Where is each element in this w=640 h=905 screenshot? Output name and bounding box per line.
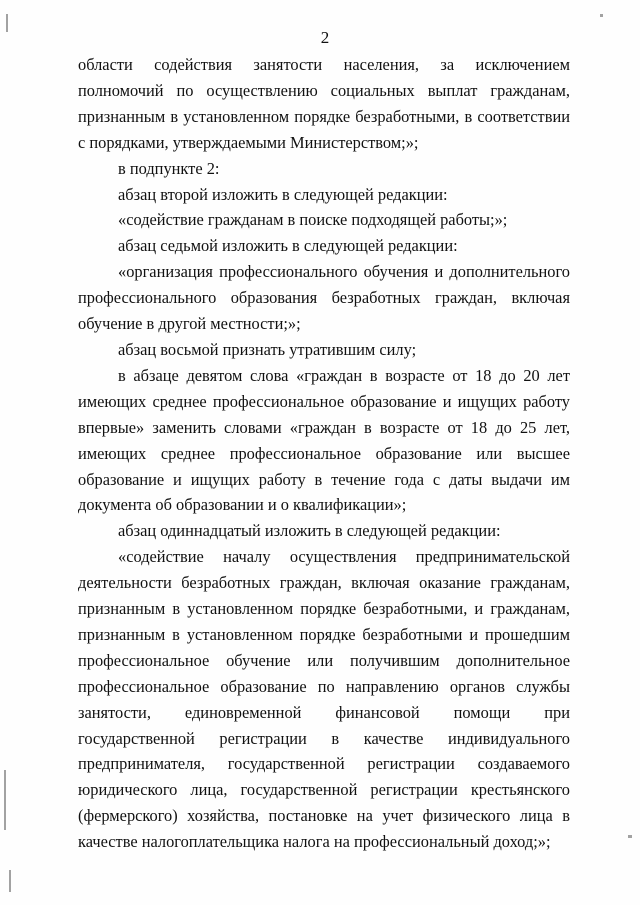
paragraph-3: абзац второй изложить в следующей редакции: [118, 184, 448, 204]
paragraph-2: в подпункте 2: [118, 158, 220, 178]
scan-artifact-right-bottom [628, 835, 632, 838]
scan-artifact-right-top [600, 14, 603, 17]
paragraph-1: области содействия занятости населения, за исключением полномочий по осуществлению социальных выплат гражданам, признанным в установленном порядке безработными, в соответствии с порядками, утверждаемыми Министерством;»; [78, 55, 570, 152]
paragraph-10: «содействие началу осуществления предпринимательской деятельности безработных граждан, включая оказание гражданам, признанным в установленном порядке безработными, и гражданам, признанным в установленном порядке безработными и прошедшим профессиональное обучение или получившим дополнительное профессиональное образование по направлению органов службы занятости, единовременной финансовой помощи при государственной регистрации в качестве индивидуального предпринимателя, государственной регистрации создаваемого юридического лица, государственной регистрации крестьянского (фермерского) хозяйства, постановке на учет физического лица в качестве налогоплательщика налога на профессиональный доход;»; [78, 547, 570, 852]
document-body [78, 52, 570, 855]
paragraph-9: абзац одиннадцатый изложить в следующей редакции: [118, 521, 501, 541]
paragraph-6: «организация профессионального обучения и дополнительного профессионального образования безработных граждан, включая обучение в другой местности;»; [78, 262, 570, 334]
scan-artifact-left-bottom-2 [9, 870, 11, 892]
page-number: 2 [320, 28, 330, 47]
paragraph-7: абзац восьмой признать утратившим силу; [118, 339, 417, 359]
scan-artifact-left-top [6, 14, 8, 32]
paragraph-4: «содействие гражданам в поиске подходящей работы;»; [118, 210, 508, 230]
paragraph-8: в абзаце девятом слова «граждан в возрасте от 18 до 20 лет имеющих среднее профессиональное образование и ищущих работу впервые» заменить словами «граждан в возрасте от 18 до 25 лет, имеющих среднее профессиональное образование или высшее образование и ищущих работу в течение года с даты выдачи им документа об образовании и о квалификации»; [78, 365, 570, 515]
scan-artifact-left-bottom [4, 770, 6, 830]
paragraph-5: абзац седьмой изложить в следующей редакции: [118, 236, 458, 256]
